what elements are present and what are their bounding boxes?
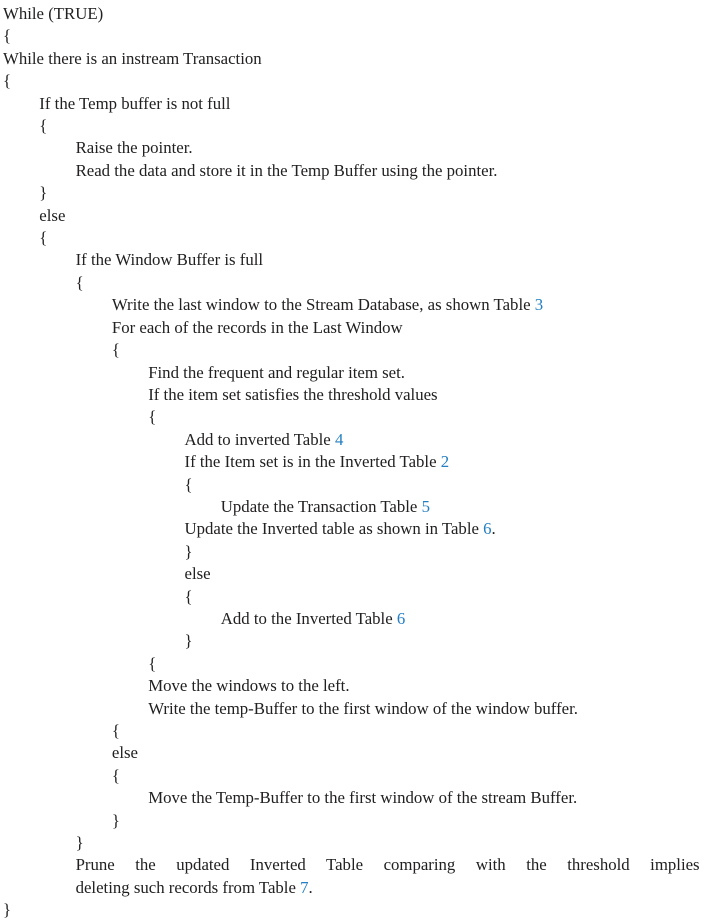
code-text: {	[111, 340, 120, 360]
code-text: {	[39, 116, 48, 136]
code-text: {	[111, 765, 120, 785]
pseudocode-line	[185, 630, 708, 652]
pseudocode-line	[185, 541, 708, 563]
pseudocode-line	[185, 518, 708, 540]
code-text: If the Item set is in the Inverted Table	[184, 452, 441, 472]
code-text: {	[3, 26, 12, 46]
code-text: {	[184, 586, 193, 606]
pseudocode-line	[112, 339, 708, 361]
pseudocode-line	[185, 429, 708, 451]
pseudocode-line	[112, 742, 708, 764]
pseudocode-line	[112, 317, 708, 339]
pseudocode-line	[148, 653, 708, 675]
code-text: deleting such records from Table	[75, 877, 301, 897]
table-ref-link[interactable]: 6	[396, 608, 406, 628]
pseudocode-line	[76, 272, 708, 294]
code-text: {	[75, 272, 84, 292]
code-text: else	[184, 564, 211, 584]
code-text: Add to inverted Table	[184, 429, 335, 449]
pseudocode-line	[112, 294, 708, 316]
pseudocode-line	[148, 362, 708, 384]
pseudocode-line	[185, 586, 708, 608]
pseudocode-line	[3, 899, 708, 921]
pseudocode-line	[76, 854, 700, 876]
table-ref-link[interactable]: 2	[440, 452, 450, 472]
code-text: Move the windows to the left.	[148, 676, 350, 696]
pseudocode-line	[39, 205, 708, 227]
code-text: Write the last window to the Stream Database, as shown Table	[111, 295, 535, 315]
code-text: Prune the updated Inverted Table comparing with the threshold implies	[75, 855, 700, 875]
code-text: .	[491, 519, 496, 539]
code-text: Move the Temp-Buffer to the first window of the stream Buffer.	[148, 788, 578, 808]
code-text: If the Window Buffer is full	[75, 250, 264, 270]
code-text: If the item set satisfies the threshold values	[148, 384, 438, 404]
pseudocode-line	[76, 137, 708, 159]
code-text: While there is an instream Transaction	[3, 48, 262, 68]
code-text: {	[148, 407, 157, 427]
table-ref-link[interactable]: 7	[300, 877, 309, 897]
code-text: {	[3, 71, 12, 91]
table-ref-link[interactable]: 5	[421, 496, 430, 516]
pseudocode-line	[3, 25, 708, 47]
code-text: .	[308, 877, 313, 897]
code-text: Update the Inverted table as shown in Table	[184, 519, 484, 539]
table-ref-link[interactable]: 6	[483, 519, 492, 539]
code-text: }	[184, 631, 193, 651]
pseudocode-line	[76, 249, 708, 271]
code-text: }	[184, 541, 193, 561]
code-text: }	[75, 833, 84, 853]
pseudocode-line	[39, 93, 708, 115]
code-text: }	[111, 810, 120, 830]
pseudocode-line	[148, 406, 708, 428]
pseudocode-line	[112, 720, 708, 742]
pseudocode-line	[39, 182, 708, 204]
code-text: Raise the pointer.	[75, 138, 193, 158]
code-text: Find the frequent and regular item set.	[148, 362, 405, 382]
pseudocode-line	[185, 451, 708, 473]
code-text: {	[184, 474, 193, 494]
code-text: }	[3, 900, 12, 920]
code-text: For each of the records in the Last Window	[111, 317, 403, 337]
pseudocode-line	[3, 70, 708, 92]
code-text: {	[39, 228, 48, 248]
pseudocode-line	[148, 698, 708, 720]
table-ref-link[interactable]: 3	[534, 295, 544, 315]
pseudocode-line	[221, 608, 708, 630]
code-text: Read the data and store it in the Temp Buffer using the pointer.	[75, 160, 498, 180]
pseudocode-line	[148, 675, 708, 697]
pseudocode-line	[148, 384, 708, 406]
code-text: {	[111, 721, 120, 740]
table-ref-link[interactable]: 4	[334, 429, 344, 449]
code-text: Add to the Inverted Table	[220, 608, 397, 628]
code-text: While (TRUE)	[3, 4, 104, 23]
pseudocode-line	[112, 765, 708, 787]
pseudocode-line	[221, 496, 708, 518]
pseudocode-line	[76, 877, 708, 899]
pseudocode-line	[76, 832, 708, 854]
code-text: else	[39, 205, 66, 225]
pseudocode-line	[39, 115, 708, 137]
pseudocode-line	[185, 474, 708, 496]
pseudocode-line	[76, 160, 708, 182]
code-text: Update the Transaction Table	[220, 496, 422, 516]
pseudocode-line	[3, 48, 708, 70]
code-text: If the Temp buffer is not full	[39, 93, 231, 113]
code-text: }	[39, 183, 48, 203]
code-text: {	[148, 653, 157, 673]
pseudocode-line	[148, 787, 708, 809]
code-text: Write the temp-Buffer to the first window of the window buffer.	[148, 698, 578, 718]
pseudocode-line	[185, 563, 708, 585]
code-text: else	[111, 743, 138, 763]
pseudocode-line	[39, 227, 708, 249]
pseudocode-line	[112, 810, 708, 832]
pseudocode-line	[3, 3, 708, 25]
